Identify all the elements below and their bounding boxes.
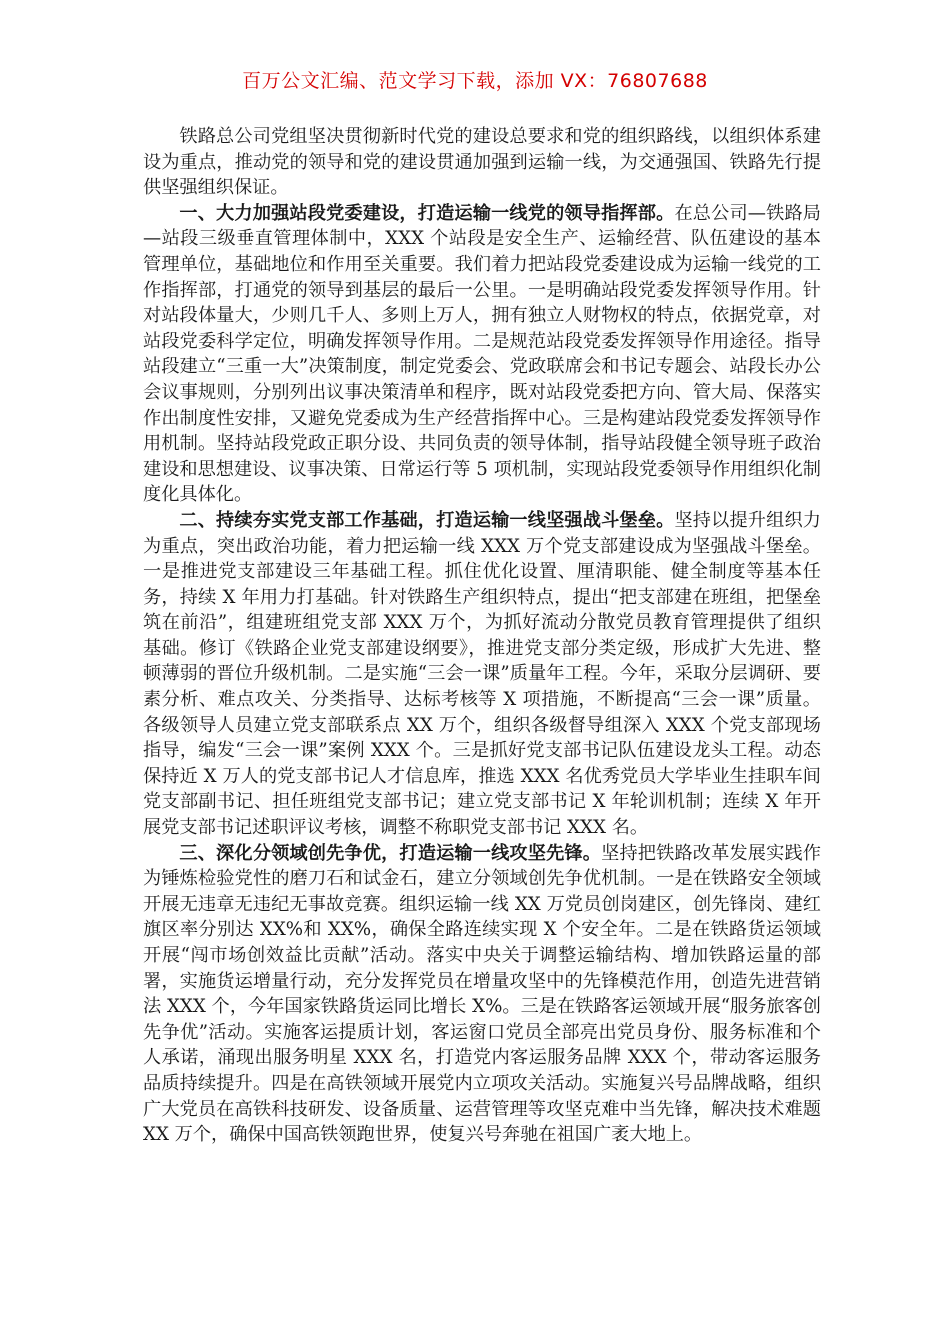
download-banner: 百万公文汇编、范文学习下载，添加 VX：76807688: [242, 70, 708, 92]
section-2-heading: 二、持续夯实党支部工作基础，打造运输一线坚强战斗堡垒。: [179, 509, 675, 531]
section-2-paragraph: [143, 508, 821, 841]
document-body: [143, 124, 821, 1148]
paragraph-text: 铁路总公司党组坚决贯彻新时代党的建设总要求和党的组织路线，以组织体系建设为重点，推动党的领导和党的建设贯通加强到运输一线，为交通强国、铁路先行提供坚强组织保证。: [143, 126, 821, 199]
section-2-text: 坚持以提升组织力为重点，突出政治功能，着力把运输一线 XXX 万个党支部建设成为坚强战斗堡垒。一是推进党支部建设三年基础工程。抓住优化设置、厘清职能、健全制度等基本任务，持续 X 年用力打基础。针对铁路生产组织特点，提出“把支部建在班组，把堡垒筑在前沿”，组建班组党支部 XXX 万个，为抓好流动分散党员教育管理提供了组织基础。修订《铁路企业党支部建设纲要》，推进党支部分类定级，形成扩大先进、整顿薄弱的晋位升级机制。二是实施“三会一课”质量年工程。今年，采取分层调研、要素分析、难点攻关、分类指导、达标考核等 X 项措施，不断提高“三会一课”质量。各级领导人员建立党支部联系点 XX 万个，组织各级督导组深入 XXX 个党支部现场指导，编发“三会一课”案例 XXX 个。三是抓好党支部书记队伍建设龙头工程。动态保持近 X 万人的党支部书记人才信息库，推选 XXX 名优秀党员大学毕业生挂职车间党支部副书记、担任班组党支部书记；建立党支部书记 X 年轮训机制；连续 X 年开展党支部书记述职评议考核，调整不称职党支部书记 XXX 名。: [143, 509, 821, 839]
section-3-heading: 三、深化分领域创先争优，打造运输一线攻坚先锋。: [179, 842, 602, 864]
section-1-paragraph: [143, 201, 821, 508]
section-1-text: 在总公司—铁路局—站段三级垂直管理体制中，XXX 个站段是安全生产、运输经营、队伍建设的基本管理单位，基础地位和作用至关重要。我们着力把站段党委建设成为运输一线党的工作指挥部，打通党的领导到基层的最后一公里。一是明确站段党委发挥领导作用。针对站段体量大，少则几千人、多则上万人，拥有独立人财物权的特点，依据党章，对站段党委科学定位，明确发挥领导作用。二是规范站段党委发挥领导作用途径。指导站段建立“三重一大”决策制度，制定党委会、党政联席会和书记专题会、站段长办公会议事规则，分别列出议事决策清单和程序，既对站段党委把方向、管大局、保落实作出制度性安排，又避免党委成为生产经营指挥中心。三是构建站段党委发挥领导作用机制。坚持站段党政正职分设、共同负责的领导体制，指导站段健全领导班子政治建设和思想建设、议事决策、日常运行等 5 项机制，实现站段党委领导作用组织化制度化具体化。: [143, 202, 821, 506]
section-3-paragraph: [143, 841, 821, 1148]
section-3-text: 坚持把铁路改革发展实践作为锤炼检验党性的磨刀石和试金石，建立分领域创先争优机制。一是在铁路安全领域开展无违章无违纪无事故竞赛。组织运输一线 XX 万党员创岗建区，创先锋岗、建红旗区率分别达 XX%和 XX%，确保全路连续实现 X 个安全年。二是在铁路货运领域开展“闯市场创效益比贡献”活动。落实中央关于调整运输结构、增加铁路运量的部署，实施货运增量行动，充分发挥党员在增量攻坚中的先锋模范作用，创造先进营销法 XXX 个，今年国家铁路货运同比增长 X%。三是在铁路客运领域开展“服务旅客创先争优”活动。实施客运提质计划，客运窗口党员全部亮出党员身份、服务标准和个人承诺，涌现出服务明星 XXX 名，打造党内客运服务品牌 XXX 个，带动客运服务品质持续提升。四是在高铁领域开展党内立项攻关活动。实施复兴号品牌战略，组织广大党员在高铁科技研发、设备质量、运营管理等攻坚克难中当先锋，解决技术难题 XX 万个，确保中国高铁领跑世界，使复兴号奔驰在祖国广袤大地上。: [143, 842, 821, 1146]
intro-paragraph: [143, 124, 821, 201]
section-1-heading: 一、大力加强站段党委建设，打造运输一线党的领导指挥部。: [179, 202, 675, 224]
